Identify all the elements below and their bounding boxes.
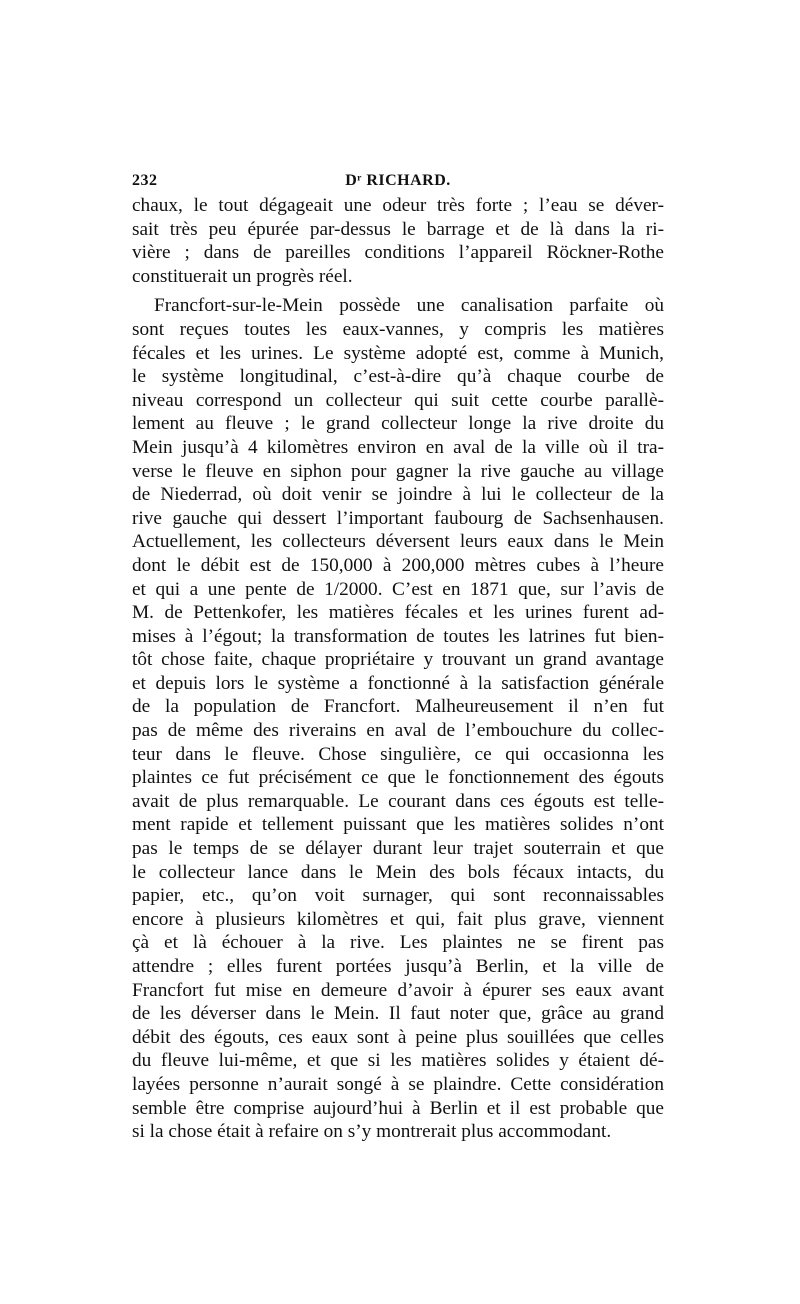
page-number: 232 [132,172,158,189]
text-line: encore à plusieurs kilomètres et qui, fait plus grave, viennent [132,908,664,930]
text-line: pas le temps de se délayer durant leur trajet souterrain et que [132,838,664,860]
text-line: et qui a une pente de 1/2000. C’est en 1871 que, sur l’avis de [132,578,664,600]
text-line: layées personne n’aurait songé à se plaindre. Cette considération [132,1073,664,1095]
text-line: dont le débit est de 150,000 à 200,000 mètres cubes à l’heure [132,554,664,576]
text-line: et depuis lors le système a fonctionné à la satisfaction générale [132,672,664,694]
text-line: si la chose était à refaire on s’y montrerait plus accommodant. [132,1121,612,1143]
text-line: avait de plus remarquable. Le courant dans ces égouts est telle- [132,790,664,812]
text-line: M. de Pettenkofer, les matières fécales et les urines furent ad- [132,602,664,624]
text-line: Mein jusqu’à 4 kilomètres environ en aval de la ville où il tra- [132,436,664,458]
text-line: de la population de Francfort. Malheureusement il n’en fut [132,696,664,718]
text-line: le collecteur lance dans le Mein des bols fécaux intacts, du [132,861,664,883]
running-title: Dʳ RICHARD. [345,172,451,189]
text-line: lement au fleuve ; le grand collecteur longe la rive droite du [132,413,664,435]
book-page [132,168,664,1144]
paragraph-2 [132,294,664,1143]
text-line: tôt chose faite, chaque propriétaire y trouvant un grand avantage [132,649,664,671]
text-line: vière ; dans de pareilles conditions l’appareil Röckner-Rothe [132,242,664,264]
text-line: Actuellement, les collecteurs déversent leurs eaux dans le Mein [132,531,664,553]
text-line: Francfort fut mise en demeure d’avoir à épurer ses eaux avant [132,979,664,1001]
text-line: de les déverser dans le Mein. Il faut noter que, grâce au grand [132,1003,664,1025]
text-line: pas de même des riverains en aval de l’embouchure du collec- [132,720,664,742]
text-line: semble être comprise aujourd’hui à Berlin et il est probable que [132,1097,664,1119]
paragraph-1 [132,194,664,288]
text-line: attendre ; elles furent portées jusqu’à Berlin, et la ville de [132,956,664,977]
text-line: mises à l’égout; la transformation de toutes les latrines fut bien- [132,625,664,647]
text-line: constituerait un progrès réel. [132,265,353,287]
text-line: sont reçues toutes les eaux-vannes, y compris les matières [132,318,664,340]
text-line: Francfort-sur-le-Mein possède une canalisation parfaite où [154,295,664,317]
text-line: de Niederrad, où doit venir se joindre à lui le collecteur de la [132,484,664,506]
running-head [132,168,664,194]
text-line: plaintes ce fut précisément ce que le fonctionnement des égouts [132,767,664,789]
text-line: ment rapide et tellement puissant que les matières solides n’ont [132,814,664,836]
text-line: débit des égouts, ces eaux sont à peine plus souillées que celles [132,1026,664,1048]
text-line: rive gauche qui dessert l’important faubourg de Sachsenhausen. [132,507,664,529]
text-line: chaux, le tout dégageait une odeur très forte ; l’eau se déver- [132,195,664,216]
text-line: sait très peu épurée par-dessus le barrage et de là dans la ri- [132,218,664,240]
text-line: papier, etc., qu’on voit surnager, qui sont reconnaissables [132,885,664,907]
text-line: çà et là échouer à la rive. Les plaintes ne se firent pas [132,932,664,954]
text-line: teur dans le fleuve. Chose singulière, ce qui occasionna les [132,743,664,765]
text-line: fécales et les urines. Le système adopté est, comme à Munich, [132,342,664,364]
text-line: niveau correspond un collecteur qui suit cette courbe parallè- [132,389,664,411]
text-line: verse le fleuve en siphon pour gagner la rive gauche au village [132,460,664,482]
text-line: du fleuve lui-même, et que si les matières solides y étaient dé- [132,1050,664,1072]
text-line: le système longitudinal, c’est-à-dire qu’à chaque courbe de [132,366,664,388]
